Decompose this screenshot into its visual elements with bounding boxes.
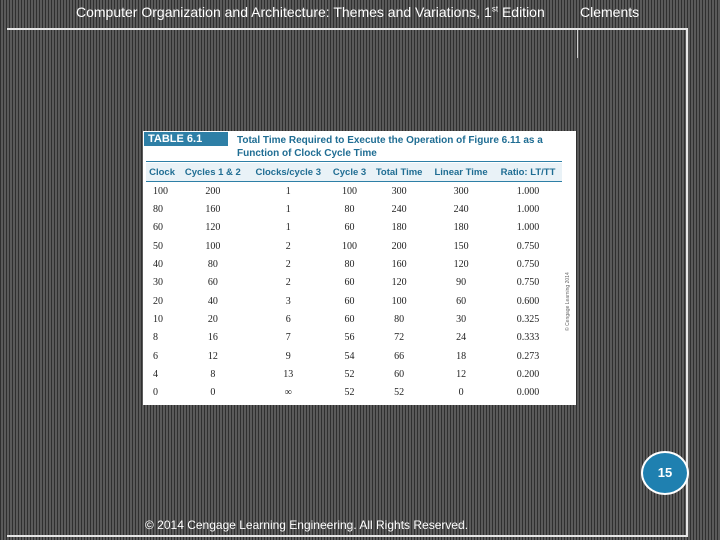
table-number-label: TABLE 6.1	[144, 132, 228, 146]
table-cell: 12	[456, 369, 467, 381]
table-cell: 6	[285, 314, 291, 326]
table-cell: 100	[391, 295, 407, 307]
table-row	[146, 310, 562, 328]
table-cell: 8	[153, 332, 158, 344]
table-cell: 1.000	[516, 204, 540, 216]
table-cell: 60	[153, 222, 163, 234]
table-cell: 0.273	[516, 350, 540, 362]
footer-copyright: © 2014 Cengage Learning Engineering. All Rights Reserved.	[145, 518, 469, 532]
slide-title: Computer Organization and Architecture: Themes and Variations, 1st Edition	[76, 4, 545, 20]
table-cell: 180	[391, 222, 407, 234]
table-cell: 56	[344, 332, 355, 344]
table-cell: 50	[153, 240, 163, 252]
table-cell: 0.333	[516, 332, 540, 344]
table-cell: 8	[210, 369, 216, 381]
table-row	[146, 347, 562, 365]
table-cell: 40	[153, 259, 163, 271]
table-cell: 2	[285, 240, 291, 252]
table-cell: 52	[394, 387, 405, 399]
table-cell: 100	[205, 240, 221, 252]
table-cell: 0.600	[516, 295, 540, 307]
table-cell: 30	[153, 277, 163, 289]
table-cell: 1.000	[516, 222, 540, 234]
column-header: Cycles 1 & 2	[178, 163, 247, 182]
table-cell: 80	[207, 259, 218, 271]
table-cell: 200	[205, 185, 221, 197]
table-cell: 30	[456, 314, 467, 326]
table-cell: 0.750	[516, 240, 540, 252]
table-row	[146, 329, 562, 347]
column-header: Ratio: LT/TT	[494, 163, 562, 182]
table-row	[146, 182, 562, 201]
table-cell: 0.000	[516, 387, 540, 399]
table-cell: 240	[453, 204, 469, 216]
table-cell: 20	[153, 295, 163, 307]
table-cell: 20	[207, 314, 218, 326]
table-cell: 66	[394, 350, 405, 362]
table-header-row	[146, 163, 562, 182]
page-number-badge: 15	[641, 451, 689, 495]
table-row	[146, 292, 562, 310]
table-cell: 300	[453, 185, 469, 197]
table-row	[146, 237, 562, 255]
table-cell: 0.325	[516, 314, 540, 326]
table-cell: 9	[285, 350, 291, 362]
table-cell: 80	[394, 314, 405, 326]
table-cell: 120	[453, 259, 469, 271]
table-cell: 160	[205, 204, 221, 216]
table-cell: 1	[285, 185, 291, 197]
table-cell: 13	[283, 369, 294, 381]
table-cell: 0	[458, 387, 464, 399]
table-cell: 100	[342, 240, 358, 252]
table-cell: ∞	[284, 387, 292, 399]
table-cell: 180	[453, 222, 469, 234]
table-row	[146, 200, 562, 218]
table-cell: 72	[394, 332, 405, 344]
table-cell: 24	[456, 332, 467, 344]
table-cell: 1	[285, 222, 291, 234]
table-cell: 240	[391, 204, 407, 216]
table-cell: 200	[391, 240, 407, 252]
table-cell: 0.750	[516, 277, 540, 289]
table-cell: 60	[344, 222, 355, 234]
table-cell: 0	[210, 387, 216, 399]
header-rule	[146, 161, 562, 162]
table-cell: 4	[153, 369, 158, 381]
table-cell: 2	[285, 277, 291, 289]
table-cell: 1.000	[516, 185, 540, 197]
table-cell: 60	[344, 295, 355, 307]
table-cell: 100	[153, 185, 168, 197]
table-cell: 150	[453, 240, 469, 252]
table-cell: 0	[153, 387, 158, 399]
table-row	[146, 274, 562, 292]
table-row	[146, 219, 562, 237]
table-cell: 300	[391, 185, 407, 197]
column-header: Total Time	[370, 163, 428, 182]
column-header: Linear Time	[428, 163, 494, 182]
table-cell: 90	[456, 277, 467, 289]
copyright-side-credit: © Cengage Learning 2014	[565, 272, 571, 331]
table-row	[146, 365, 562, 383]
table-cell: 18	[456, 350, 467, 362]
table-cell: 54	[344, 350, 355, 362]
table-cell: 1	[285, 204, 291, 216]
table-cell: 80	[153, 204, 163, 216]
table-row	[146, 255, 562, 273]
table-figure	[143, 131, 576, 405]
table-cell: 7	[285, 332, 291, 344]
table-row	[146, 384, 562, 402]
table-cell: 0.750	[516, 259, 540, 271]
slide-author: Clements	[580, 4, 640, 20]
table-cell: 120	[391, 277, 407, 289]
table-cell: 60	[394, 369, 405, 381]
table-cell: 100	[342, 185, 358, 197]
table-cell: 52	[344, 387, 355, 399]
table-cell: 60	[456, 295, 467, 307]
table-cell: 120	[205, 222, 221, 234]
table-cell: 10	[153, 314, 163, 326]
table-cell: 12	[207, 350, 218, 362]
table-cell: 80	[344, 259, 355, 271]
column-header: Cycle 3	[329, 163, 370, 182]
table-caption: Total Time Required to Execute the Operation of Figure 6.11 as a Function of Clock Cycle Time	[237, 135, 543, 159]
table-cell: 160	[391, 259, 407, 271]
header-divider	[577, 30, 578, 58]
table-cell: 0.200	[516, 369, 540, 381]
table-cell: 60	[344, 277, 355, 289]
table-cell: 52	[344, 369, 355, 381]
table-header	[143, 131, 576, 161]
table-cell: 6	[153, 350, 158, 362]
table-body	[146, 182, 562, 403]
column-header: Clocks/cycle 3	[248, 163, 329, 182]
table-cell: 80	[344, 204, 355, 216]
table-cell: 40	[207, 295, 218, 307]
table-cell: 2	[285, 259, 291, 271]
column-header: Clock	[146, 163, 178, 182]
data-table	[146, 163, 562, 402]
table-cell: 60	[207, 277, 218, 289]
table-cell: 16	[207, 332, 218, 344]
table-cell: 3	[285, 295, 291, 307]
table-cell: 60	[344, 314, 355, 326]
